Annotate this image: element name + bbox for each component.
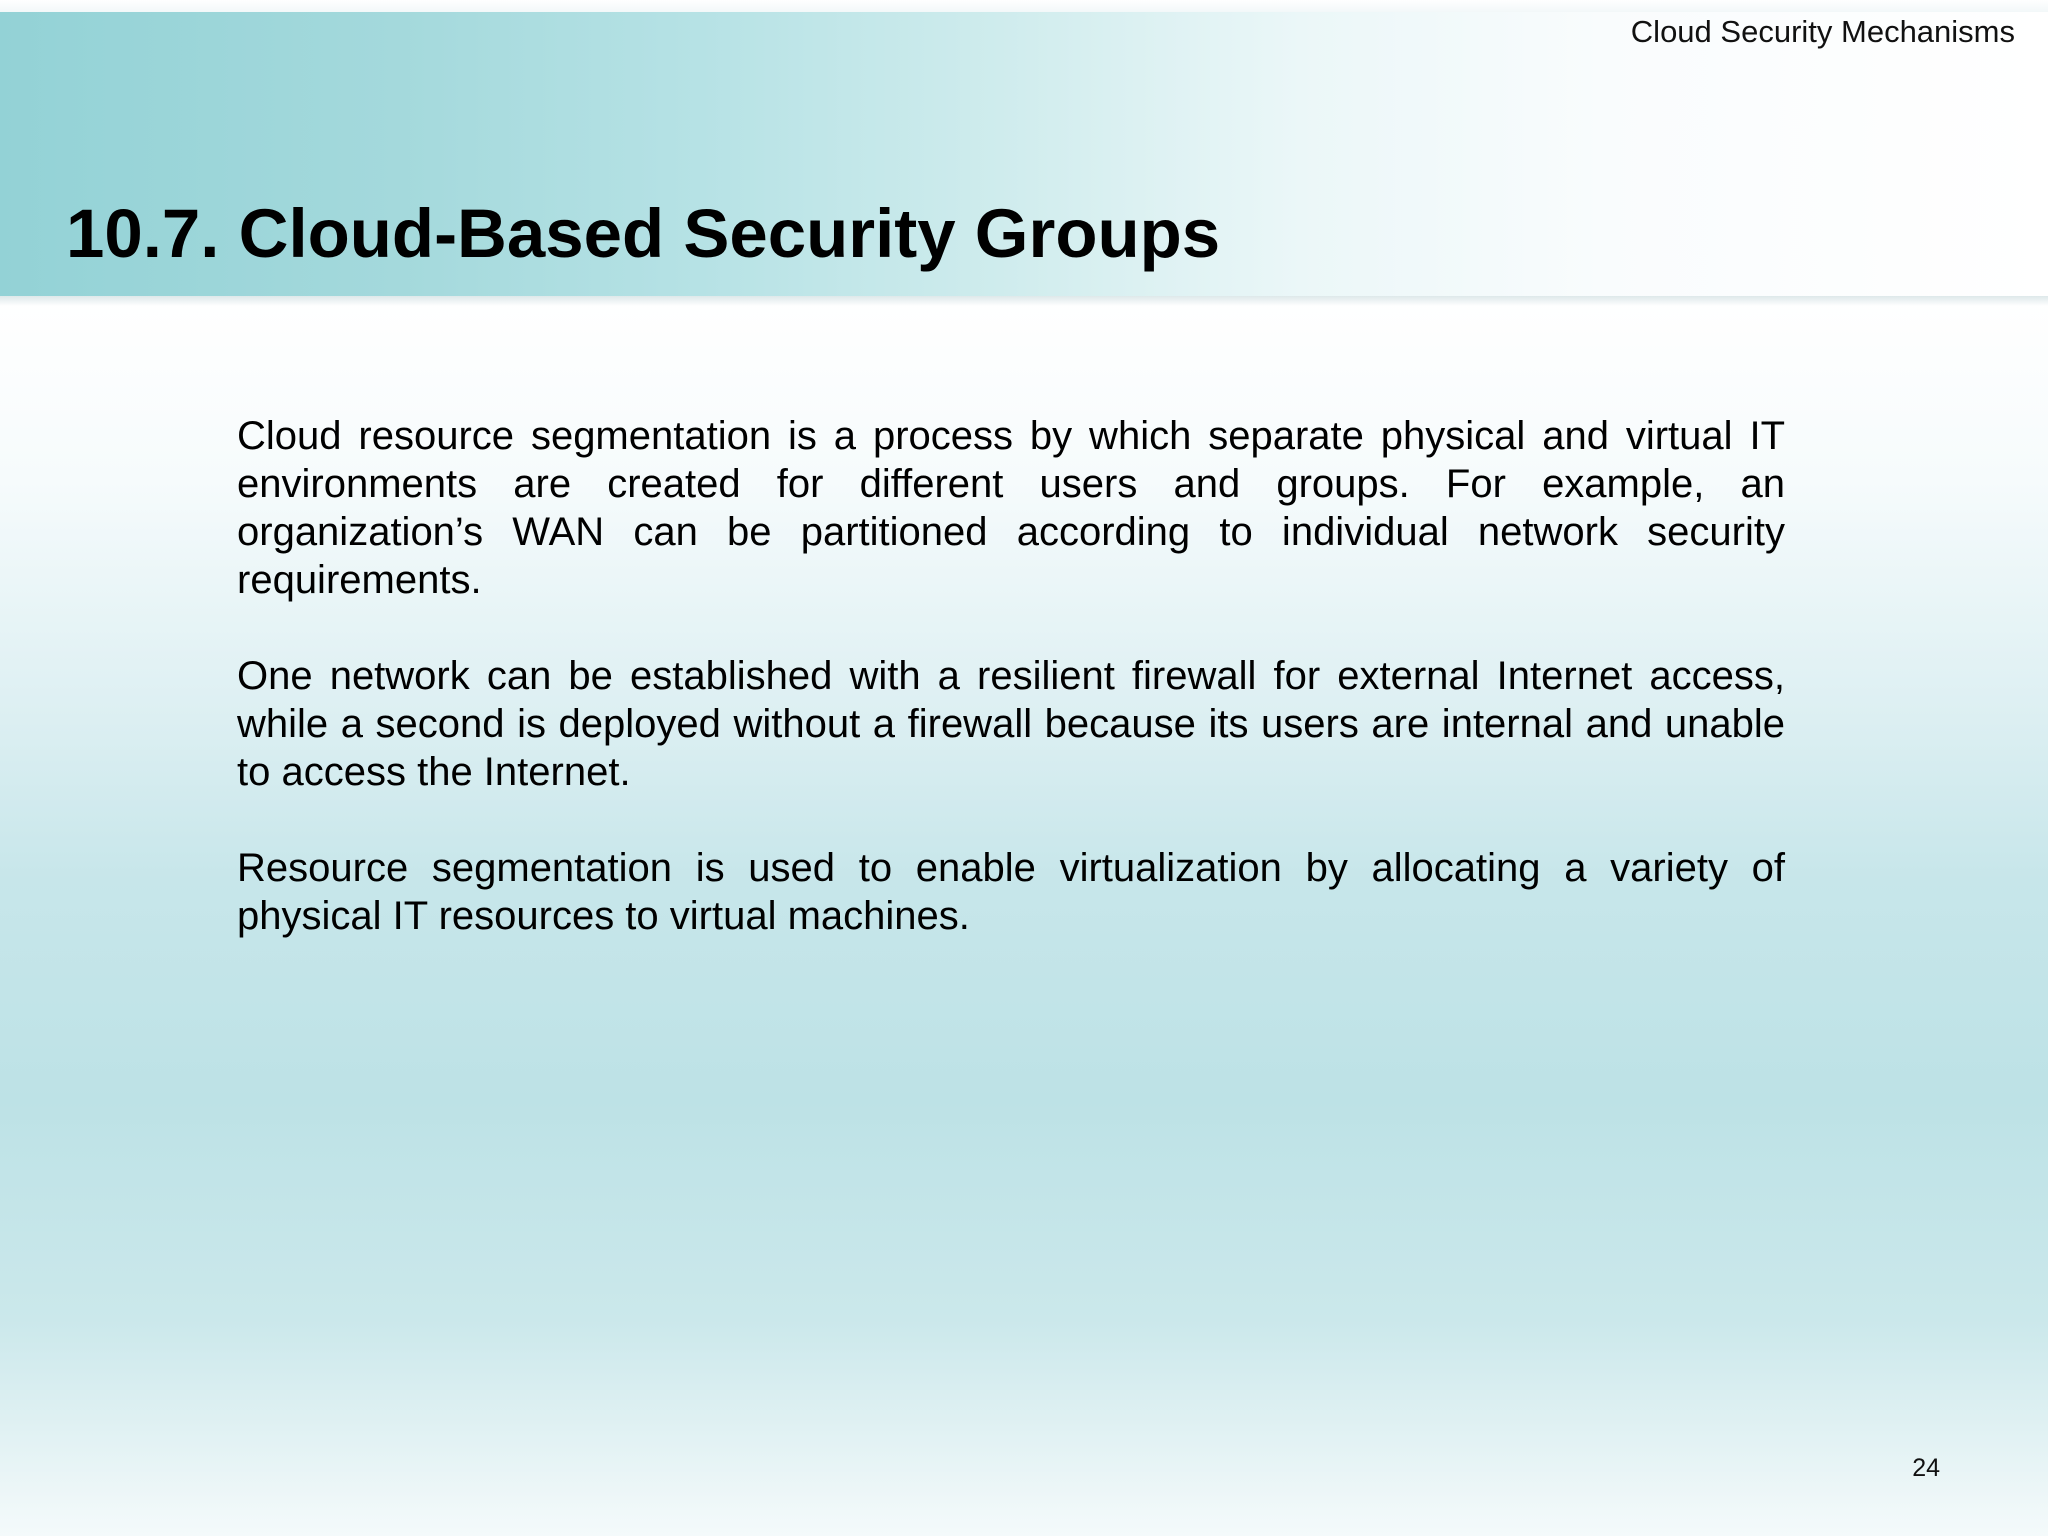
header-divider: [0, 296, 2048, 306]
paragraph-virtualization: Resource segmentation is used to enable virtualization by allocating a variety of physical IT resources to virtual machines.: [237, 846, 1785, 938]
page-number: 24: [1912, 1454, 1940, 1482]
paragraph-segmentation: Cloud resource segmentation is a process by which separate physical and virtual IT environments are created for different users and groups. For example, an organization’s WAN can be partitioned according to individual network security requirements.: [237, 414, 1785, 602]
paragraph-firewall: One network can be established with a resilient firewall for external Internet access, while a second is deployed without a firewall because its users are internal and unable to access the Internet.: [237, 654, 1785, 794]
running-title: Cloud Security Mechanisms: [1630, 14, 2015, 49]
slide-title: 10.7. Cloud-Based Security Groups: [66, 195, 1221, 272]
body-text: [237, 412, 1785, 988]
header-top-line: [0, 0, 2048, 12]
